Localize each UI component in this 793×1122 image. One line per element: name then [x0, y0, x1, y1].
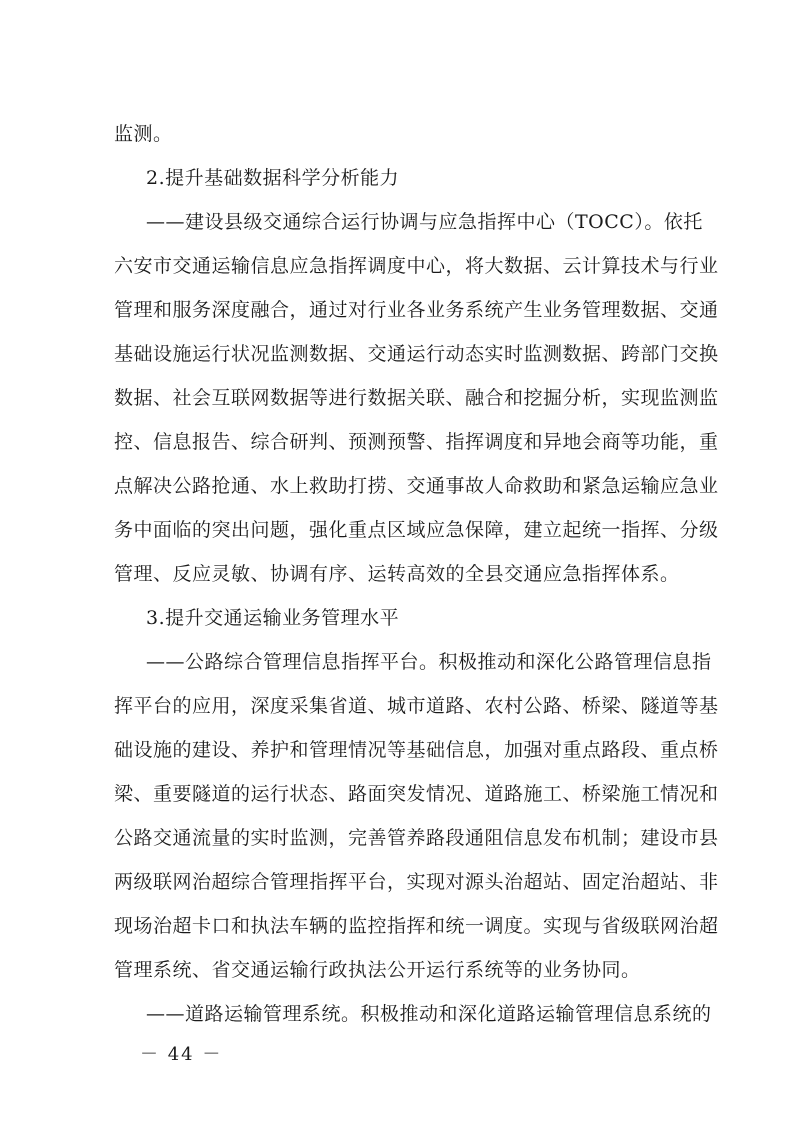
paragraph-line: 务中面临的突出问题，强化重点区域应急保障，建立起统一指挥、分级 [114, 519, 719, 541]
section-heading-2: 2.提升基础数据科学分析能力 [146, 167, 400, 189]
paragraph-line: 管理系统、省交通运输行政执法公开运行系统等的业务协同。 [114, 959, 641, 981]
paragraph-line: 现场治超卡口和执法车辆的监控指挥和统一调度。实现与省级联网治超 [114, 915, 719, 937]
paragraph-line: 管理、反应灵敏、协调有序、运转高效的全县交通应急指挥体系。 [114, 563, 680, 585]
paragraph-line: 数据、社会互联网数据等进行数据关联、融合和挖掘分析，实现监测监 [114, 387, 719, 409]
paragraph-line: ——公路综合管理信息指挥平台。积极推动和深化公路管理信息指 [146, 651, 712, 673]
page-number: － 44 － [140, 1044, 223, 1065]
paragraph-line: 点解决公路抢通、水上救助打捞、交通事故人命救助和紧急运输应急业 [114, 475, 719, 497]
paragraph-line: 梁、重要隧道的运行状态、路面突发情况、道路施工、桥梁施工情况和 [114, 783, 719, 805]
paragraph-line: 控、信息报告、综合研判、预测预警、指挥调度和异地会商等功能，重 [114, 431, 719, 453]
paragraph-line: 管理和服务深度融合，通过对行业各业务系统产生业务管理数据、交通 [114, 299, 719, 321]
paragraph-line: 挥平台的应用，深度采集省道、城市道路、农村公路、桥梁、隧道等基 [114, 695, 719, 717]
paragraph-line: ——建设县级交通综合运行协调与应急指挥中心（TOCC）。依托 [146, 211, 703, 233]
paragraph-line: ——道路运输管理系统。积极推动和深化道路运输管理信息系统的 [146, 1003, 712, 1025]
paragraph-line: 基础设施运行状况监测数据、交通运行动态实时监测数据、跨部门交换 [114, 343, 719, 365]
paragraph-line: 础设施的建设、养护和管理情况等基础信息，加强对重点路段、重点桥 [114, 739, 719, 761]
paragraph-continuation-line: 监测。 [114, 123, 173, 145]
section-heading-3: 3.提升交通运输业务管理水平 [146, 607, 400, 629]
paragraph-line: 六安市交通运输信息应急指挥调度中心，将大数据、云计算技术与行业 [114, 255, 719, 277]
paragraph-line: 两级联网治超综合管理指挥平台，实现对源头治超站、固定治超站、非 [114, 871, 719, 893]
paragraph-line: 公路交通流量的实时监测，完善管养路段通阻信息发布机制；建设市县 [114, 827, 719, 849]
